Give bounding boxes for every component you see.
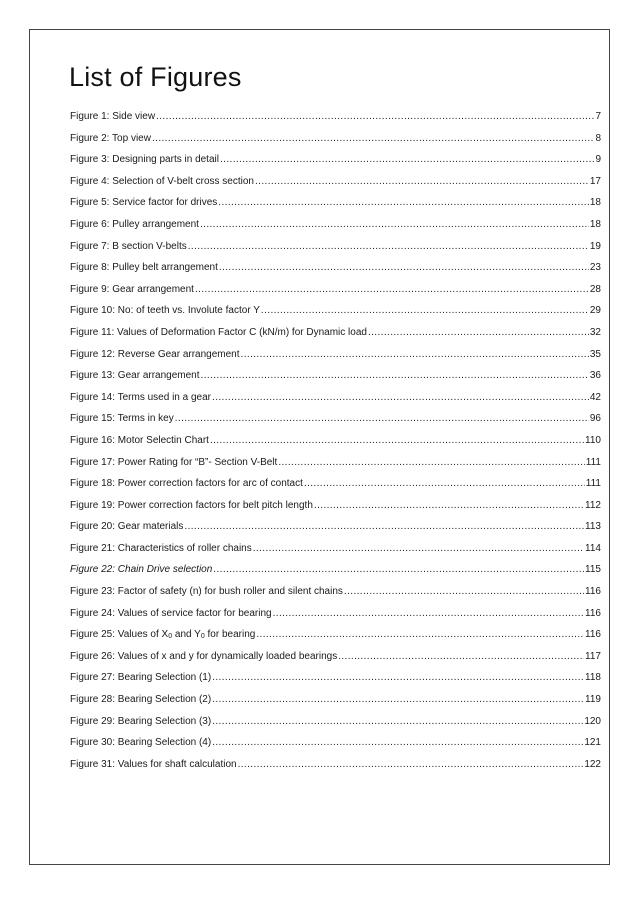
- page-number: 18: [589, 218, 601, 230]
- dot-leader: [255, 176, 589, 187]
- toc-entry[interactable]: [70, 672, 601, 694]
- page-number: 110: [585, 434, 601, 446]
- page-number: 35: [589, 348, 601, 360]
- entry-label: Figure 22: Chain Drive selection: [70, 564, 213, 576]
- dot-leader: [201, 370, 589, 381]
- entry-label: Figure 24: Values of service factor for bearing: [70, 607, 272, 619]
- page-number: 116: [585, 629, 601, 641]
- toc-entry[interactable]: [70, 111, 601, 133]
- entry-label: Figure 10: No: of teeth vs. Involute factor Y: [70, 305, 260, 317]
- entry-label-text: for bearing: [204, 629, 256, 641]
- entry-label: Figure 2: Top view: [70, 132, 151, 144]
- entry-label: Figure 18: Power correction factors for arc of contact: [70, 478, 303, 490]
- entry-label-text: Figure 25: Values of X: [70, 629, 169, 641]
- dot-leader: [220, 154, 594, 165]
- entry-label: Figure 19: Power correction factors for belt pitch length: [70, 499, 313, 511]
- dot-leader: [212, 716, 583, 727]
- toc-entry[interactable]: [70, 608, 601, 630]
- toc-entry[interactable]: [70, 392, 601, 414]
- page-number: 115: [585, 564, 601, 576]
- page-number: 19: [589, 240, 601, 252]
- toc-entry[interactable]: [70, 133, 601, 155]
- toc-entry[interactable]: [70, 586, 601, 608]
- subscript-zero: 0: [200, 633, 205, 641]
- page-number: 111: [585, 478, 601, 490]
- page-number: 18: [589, 197, 601, 209]
- page-number: 116: [585, 607, 601, 619]
- toc-entry[interactable]: [70, 543, 601, 565]
- entry-label: [70, 629, 255, 640]
- toc-entry[interactable]: [70, 305, 601, 327]
- entry-label: Figure 17: Power Rating for “B”- Section V-Belt: [70, 456, 278, 468]
- dot-leader: [338, 651, 584, 662]
- dot-leader: [212, 392, 589, 403]
- entry-label: Figure 5: Service factor for drives: [70, 197, 218, 209]
- entry-label: Figure 11: Values of Deformation Factor C (kN/m) for Dynamic load: [70, 326, 367, 338]
- entry-label-text: and Y: [172, 629, 201, 641]
- toc-entry[interactable]: [70, 694, 601, 716]
- dot-leader: [253, 543, 584, 554]
- entry-label: Figure 3: Designing parts in detail: [70, 154, 219, 166]
- toc-entry[interactable]: [70, 716, 601, 738]
- entry-label: Figure 4: Selection of V-belt cross section: [70, 175, 254, 187]
- toc-entry[interactable]: [70, 219, 601, 241]
- page-number: 113: [585, 521, 601, 533]
- toc-entry[interactable]: [70, 176, 601, 198]
- dot-leader: [212, 672, 584, 683]
- toc-entry[interactable]: [70, 435, 601, 457]
- toc-entry[interactable]: [70, 737, 601, 759]
- dot-leader: [241, 349, 589, 360]
- toc-entry[interactable]: [70, 457, 601, 479]
- page-number: 118: [585, 672, 601, 684]
- subscript-zero: 0: [168, 633, 173, 641]
- toc-entry[interactable]: [70, 759, 601, 781]
- entry-label: Figure 6: Pulley arrangement: [70, 218, 199, 230]
- dot-leader: [200, 219, 589, 230]
- toc-entry[interactable]: [70, 284, 601, 306]
- dot-leader: [314, 500, 584, 511]
- dot-leader: [184, 521, 584, 532]
- entry-label: Figure 8: Pulley belt arrangement: [70, 262, 218, 274]
- entry-label: Figure 31: Values for shaft calculation: [70, 758, 237, 770]
- page-number: 121: [584, 737, 601, 749]
- toc-entry[interactable]: [70, 154, 601, 176]
- dot-leader: [344, 586, 584, 597]
- page-number: 111: [585, 456, 601, 468]
- entry-label: Figure 7: B section V-belts: [70, 240, 187, 252]
- toc-entry[interactable]: [70, 500, 601, 522]
- toc-entry[interactable]: [70, 521, 601, 543]
- dot-leader: [212, 737, 583, 748]
- page-number: 114: [585, 542, 601, 554]
- entry-label: Figure 30: Bearing Selection (4): [70, 737, 212, 749]
- entry-label: Figure 1: Side view: [70, 111, 156, 122]
- page-number: 117: [585, 650, 601, 662]
- page-number: 32: [589, 326, 601, 338]
- toc-entry[interactable]: [70, 262, 601, 284]
- entry-label: Figure 23: Factor of safety (n) for bush roller and silent chains: [70, 586, 343, 598]
- entry-label: Figure 28: Bearing Selection (2): [70, 694, 212, 706]
- dot-leader: [368, 327, 589, 338]
- page-number: 96: [589, 413, 601, 425]
- dot-leader: [152, 133, 594, 144]
- dot-leader: [256, 629, 584, 640]
- entry-label: Figure 29: Bearing Selection (3): [70, 715, 212, 727]
- dot-leader: [218, 197, 589, 208]
- dot-leader: [212, 694, 584, 705]
- dot-leader: [210, 435, 584, 446]
- dot-leader: [156, 111, 594, 122]
- page-number: 17: [589, 175, 601, 187]
- dot-leader: [195, 284, 589, 295]
- entry-label: Figure 13: Gear arrangement: [70, 370, 200, 382]
- page-number: 23: [589, 262, 601, 274]
- page-number: 8: [595, 132, 601, 144]
- dot-leader: [219, 262, 589, 273]
- page-number: 9: [595, 154, 601, 166]
- entry-label: Figure 9: Gear arrangement: [70, 283, 194, 295]
- toc-entry[interactable]: [70, 629, 601, 651]
- page-title: List of Figures: [69, 62, 242, 92]
- dot-leader: [273, 608, 584, 619]
- toc-entry[interactable]: [70, 413, 601, 435]
- dot-leader: [188, 241, 589, 252]
- dot-leader: [278, 457, 584, 468]
- page-number: 122: [584, 758, 601, 770]
- entry-label: Figure 21: Characteristics of roller chains: [70, 542, 252, 554]
- page-number: 116: [585, 586, 601, 598]
- entry-label: Figure 26: Values of x and y for dynamically loaded bearings: [70, 650, 338, 662]
- toc-entry[interactable]: [70, 564, 601, 586]
- dot-leader: [304, 478, 585, 489]
- dot-leader: [175, 413, 589, 424]
- dot-leader: [238, 759, 584, 770]
- page-number: 120: [584, 715, 601, 727]
- entry-label: Figure 14: Terms used in a gear: [70, 391, 212, 403]
- page-number: 29: [589, 305, 601, 317]
- page-number: 119: [585, 694, 601, 706]
- page-number: 7: [595, 111, 601, 122]
- toc-entry[interactable]: [70, 197, 601, 219]
- entry-label: Figure 16: Motor Selectin Chart: [70, 434, 209, 446]
- page-number: 112: [585, 499, 601, 511]
- page-number: 36: [589, 370, 601, 382]
- toc-entry[interactable]: [70, 370, 601, 392]
- page-number: 42: [589, 391, 601, 403]
- toc-entry[interactable]: [70, 478, 601, 500]
- figure-list: [70, 111, 601, 780]
- entry-label: Figure 27: Bearing Selection (1): [70, 672, 212, 684]
- entry-label: Figure 20: Gear materials: [70, 521, 184, 533]
- entry-label: Figure 15: Terms in key: [70, 413, 174, 425]
- toc-entry[interactable]: [70, 241, 601, 263]
- toc-entry[interactable]: [70, 327, 601, 349]
- page-number: 28: [589, 283, 601, 295]
- toc-entry[interactable]: [70, 651, 601, 673]
- dot-leader: [261, 305, 589, 316]
- toc-entry[interactable]: [70, 349, 601, 371]
- dot-leader: [213, 564, 584, 575]
- entry-label: Figure 12: Reverse Gear arrangement: [70, 348, 240, 360]
